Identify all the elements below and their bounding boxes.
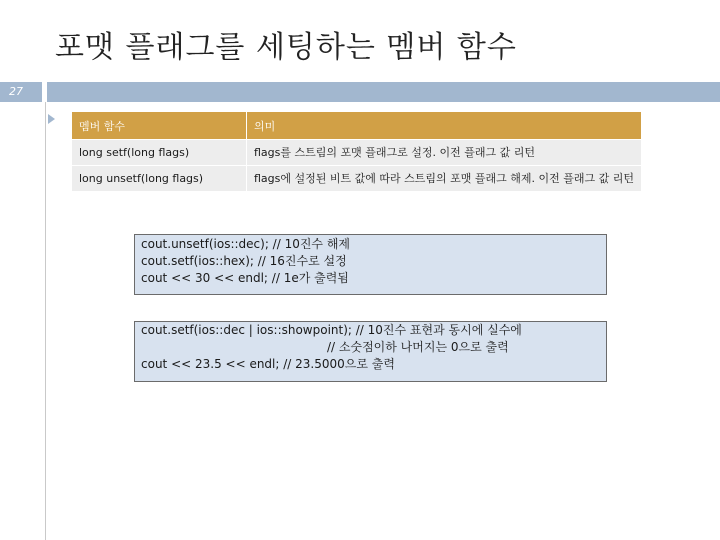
code-line: cout << 23.5 << endl; // 23.5000으로 출력 — [141, 357, 395, 371]
page-number-box — [0, 82, 42, 102]
table-cell-meaning: flags를 스트림의 포맷 플래그로 설정. 이전 플래그 값 리턴 — [247, 140, 641, 165]
code-block-unsetf-example — [134, 234, 607, 295]
table-cell-function: long unsetf(long flags) — [72, 166, 246, 191]
code-line: // 소숫점이하 나머지는 0으로 출력 — [327, 340, 509, 354]
table-cell-function: long setf(long flags) — [72, 140, 246, 165]
table-row — [72, 166, 641, 191]
page-number-bar — [0, 82, 720, 102]
header-meaning: 의미 — [247, 112, 641, 139]
code-line: cout << 30 << endl; // 1e가 출력됨 — [141, 271, 349, 285]
page-number: 27 — [9, 85, 23, 98]
table-row — [72, 140, 641, 165]
member-function-table — [71, 111, 642, 192]
header-divider — [47, 82, 720, 102]
code-line: cout.setf(ios::hex); // 16진수로 설정 — [141, 254, 347, 268]
table-cell-meaning: flags에 설정된 비트 값에 따라 스트림의 포맷 플래그 해제. 이전 플래그 값 리턴 — [247, 166, 641, 191]
left-margin-line — [45, 102, 46, 540]
bullet-arrow-icon — [48, 114, 55, 124]
code-line: cout.setf(ios::dec | ios::showpoint); // 10진수 표현과 동시에 실수에 — [141, 323, 522, 337]
code-block-showpoint-example — [134, 321, 607, 382]
code-line: cout.unsetf(ios::dec); // 10진수 해제 — [141, 237, 351, 251]
slide-title: 포맷 플래그를 세팅하는 멤버 함수 — [55, 30, 517, 65]
table-header-row — [72, 112, 641, 139]
header-member-function: 멤버 함수 — [72, 112, 246, 139]
